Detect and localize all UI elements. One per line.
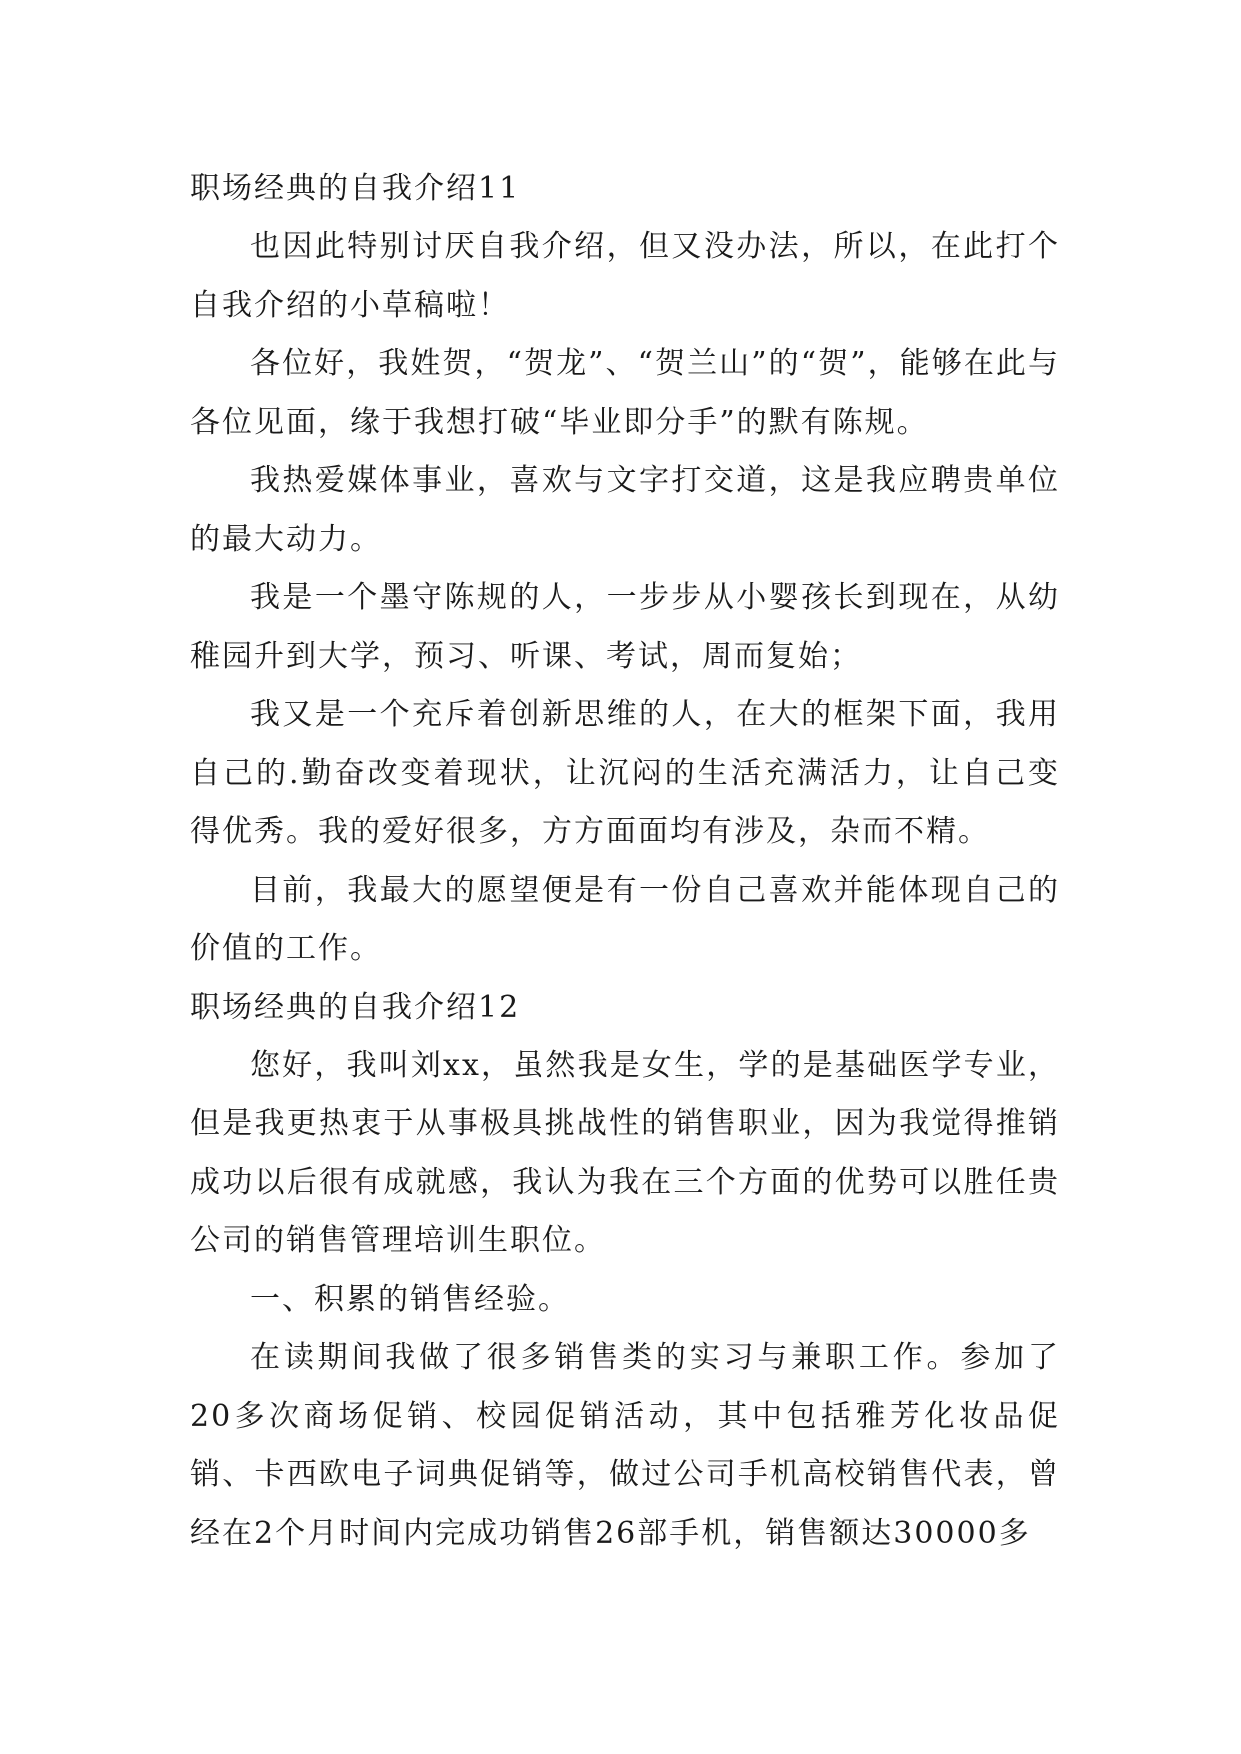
paragraph: 各位好，我姓贺，“贺龙”、“贺兰山”的“贺”，能够在此与各位见面，缘于我想打破“毕业即分手”的默有陈规。 (190, 346, 1060, 440)
paragraph: 您好，我叫刘xx，虽然我是女生，学的是基础医学专业，但是我更热衷于从事极具挑战性的销售职业，因为我觉得推销成功以后很有成就感，我认为我在三个方面的优势可以胜任贵公司的销售管理培训生职位。 (190, 1047, 1060, 1258)
paragraph: 在读期间我做了很多销售类的实习与兼职工作。参加了20多次商场促销、校园促销活动，其中包括雅芳化妆品促销、卡西欧电子词典促销等，做过公司手机高校销售代表，曾经在2个月时间内完成功销售26部手机，销售额达30000多 (190, 1340, 1060, 1551)
paragraph: 目前，我最大的愿望便是有一份自己喜欢并能体现自己的价值的工作。 (190, 872, 1060, 966)
paragraph: 我又是一个充斥着创新思维的人，在大的框架下面，我用自己的.勤奋改变着现状，让沉闷的生活充满活力，让自己变得优秀。我的爱好很多，方方面面均有涉及，杂而不精。 (190, 697, 1060, 849)
paragraph: 我热爱媒体事业，喜欢与文字打交道，这是我应聘贵单位的最大动力。 (190, 463, 1060, 557)
paragraph: 一、积累的销售经验。 (250, 1281, 570, 1317)
paragraph: 也因此特别讨厌自我介绍，但又没办法，所以，在此打个自我介绍的小草稿啦！ (190, 229, 1060, 323)
section-heading-11: 职场经典的自我介绍11 (190, 171, 521, 206)
document-body (190, 160, 1060, 1563)
paragraph: 我是一个墨守陈规的人，一步步从小婴孩长到现在，从幼稚园升到大学，预习、听课、考试，周而复始； (190, 580, 1060, 674)
section-heading-12: 职场经典的自我介绍12 (190, 989, 521, 1025)
